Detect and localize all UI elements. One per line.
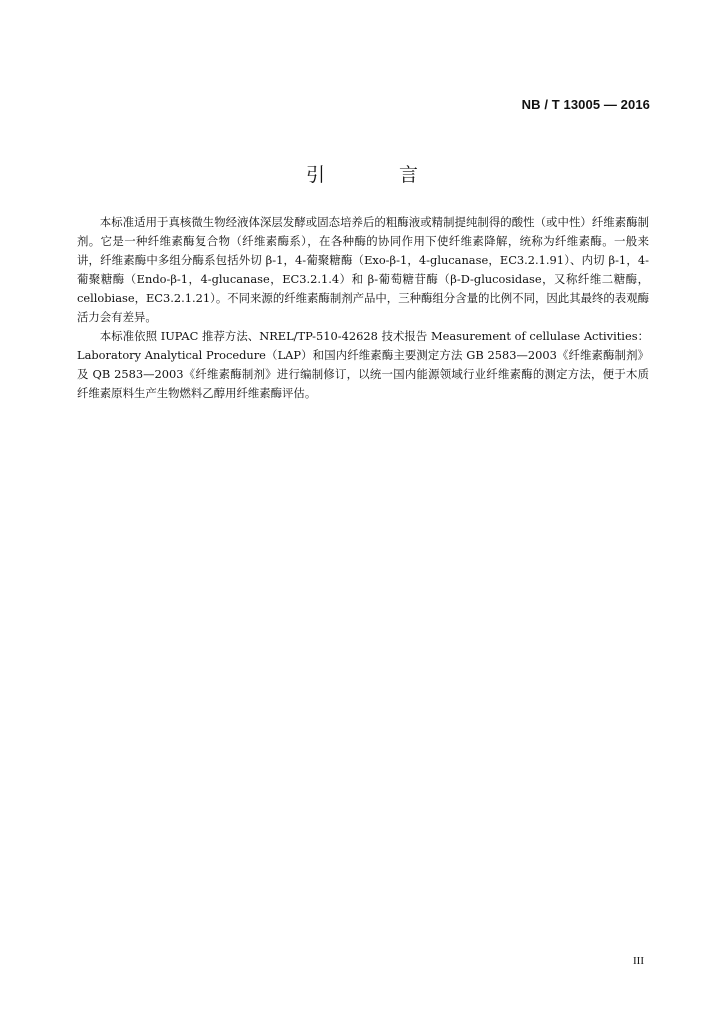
- standard-code-header: NB / T 13005 — 2016: [521, 97, 650, 112]
- paragraph-basis: 本标准依照 IUPAC 推荐方法、NREL/TP-510-42628 技术报告 Measurement of cellulase Activities：Laboratory Analytical Procedure（LAP）和国内纤维素酶主要测定方法 GB 2583—2003《纤维素酶制剂》及 QB 2583—2003《纤维素酶制剂》进行编制修订，以统一国内能源领域行业纤维素酶的测定方法，便于木质纤维素原料生产生物燃料乙醇用纤维素酶评估。: [77, 329, 649, 400]
- introduction-body: [77, 213, 649, 403]
- paragraph-scope: 本标准适用于真核微生物经液体深层发酵或固态培养后的粗酶液或精制提纯制得的酸性（或中性）纤维素酶制剂。它是一种纤维素酶复合物（纤维素酶系），在各种酶的协同作用下使纤维素降解，统称为纤维素酶。一般来讲，纤维素酶中多组分酶系包括外切 β-1，4-葡聚糖酶（Exo-β-1，4-glucanase，EC3.2.1.91）、内切 β-1，4-葡聚糖酶（Endo-β-1，4-glucanase，EC3.2.1.4）和 β-葡萄糖苷酶（β-D-glucosidase，又称纤维二糖酶，cellobiase，EC3.2.1.21）。不同来源的纤维素酶制剂产品中，三种酶组分含量的比例不同，因此其最终的表观酶活力会有差异。: [77, 215, 649, 324]
- page-title: 引 言: [305, 164, 453, 186]
- page-number: III: [633, 955, 644, 967]
